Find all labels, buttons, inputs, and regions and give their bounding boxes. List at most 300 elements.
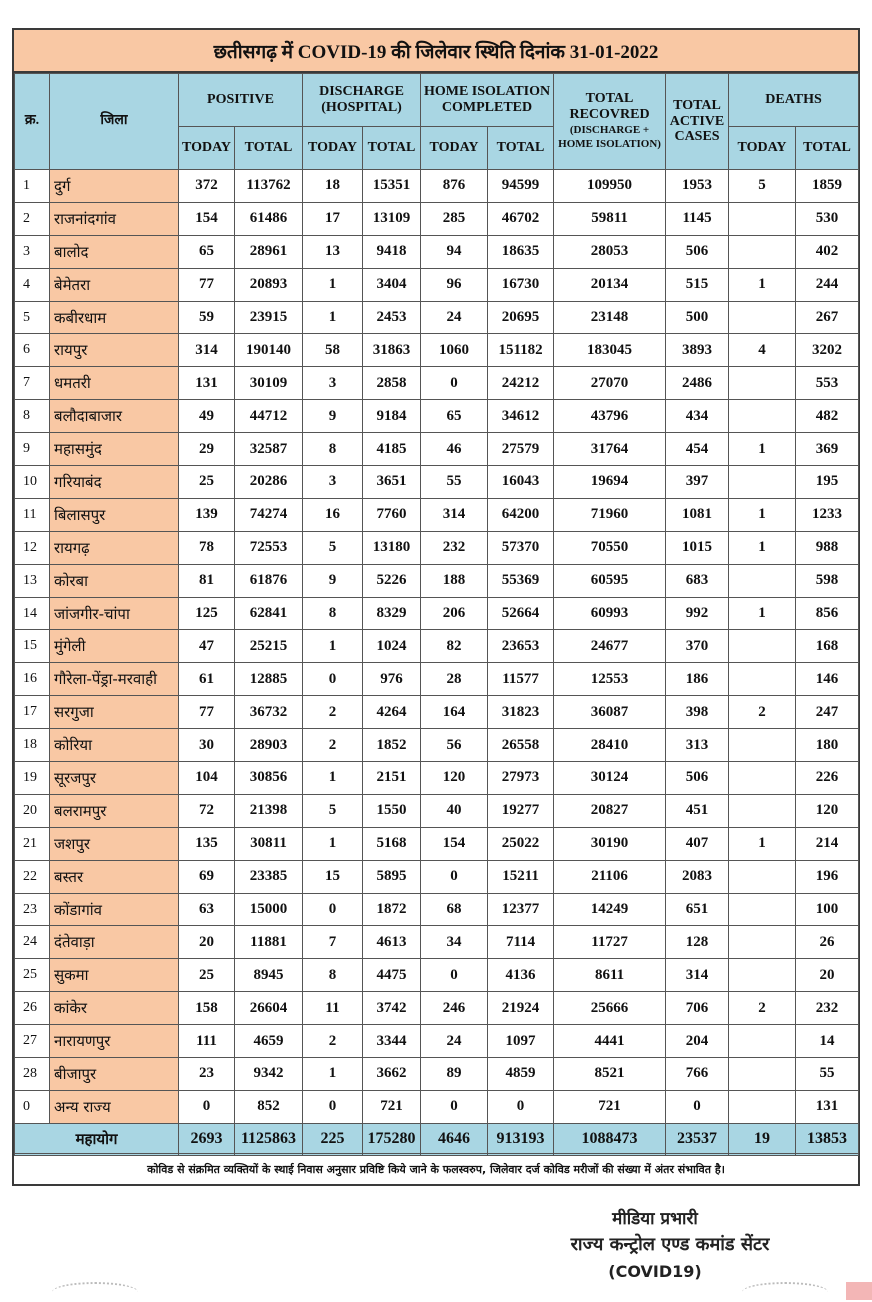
cell-total-recovered: 27070: [554, 367, 666, 400]
header-active-l1: TOTAL: [673, 98, 721, 114]
bulletin-title: छतीसगढ़ में COVID-19 की जिलेवार स्थिति दिनांक 31-01-2022: [14, 30, 858, 73]
cell-deaths-total: 20: [796, 959, 859, 992]
cell-discharge-today: 1: [303, 301, 363, 334]
cell-total-recovered: 109950: [554, 170, 666, 203]
cell-home-total: 26558: [488, 729, 554, 762]
table-row: [15, 1058, 859, 1091]
cell-deaths-today: 1: [729, 268, 796, 301]
cell-positive-today: 25: [179, 466, 235, 499]
cell-sno: 11: [15, 498, 50, 531]
cell-positive-total: 8945: [235, 959, 303, 992]
cell-positive-today: 25: [179, 959, 235, 992]
cell-total-recovered: 60993: [554, 597, 666, 630]
footnote: कोविड से संक्रमित व्यक्तियों के स्थाई निवास अनुसार प्रविष्टि किये जाने के फलस्वरुप, जिलेवार दर्ज कोविड मरीजों की संख्या में अंतर संभावित है।: [14, 1153, 858, 1184]
cell-total-recovered: 20827: [554, 794, 666, 827]
cell-positive-today: 61: [179, 663, 235, 696]
cell-active-cases: 766: [666, 1058, 729, 1091]
cell-discharge-today: 16: [303, 498, 363, 531]
cell-district: मुंगेली: [50, 630, 179, 663]
cell-home-today: 154: [421, 827, 488, 860]
cell-sno: 0: [15, 1090, 50, 1123]
cell-deaths-total: 247: [796, 696, 859, 729]
cell-home-total: 21924: [488, 992, 554, 1025]
cell-deaths-today: 1: [729, 827, 796, 860]
cell-discharge-total: 9418: [363, 235, 421, 268]
cell-total-recovered: 21106: [554, 860, 666, 893]
cell-sno: 2: [15, 202, 50, 235]
cell-active-cases: 407: [666, 827, 729, 860]
cell-deaths-today: [729, 926, 796, 959]
cell-deaths-total: 1859: [796, 170, 859, 203]
cell-active-cases: 706: [666, 992, 729, 1025]
cell-positive-total: 11881: [235, 926, 303, 959]
cell-active-cases: 1015: [666, 531, 729, 564]
cell-discharge-total: 8329: [363, 597, 421, 630]
cell-district: कोरबा: [50, 564, 179, 597]
table-row: [15, 202, 859, 235]
cell-positive-total: 15000: [235, 893, 303, 926]
cell-total-recovered: 19694: [554, 466, 666, 499]
table-row: [15, 630, 859, 663]
cell-sno: 22: [15, 860, 50, 893]
bulletin-sheet: [12, 28, 860, 1186]
cell-sno: 4: [15, 268, 50, 301]
cell-deaths-today: [729, 729, 796, 762]
cell-active-cases: 1081: [666, 498, 729, 531]
cell-district: सुकमा: [50, 959, 179, 992]
cell-positive-today: 72: [179, 794, 235, 827]
cell-deaths-today: [729, 1025, 796, 1058]
cell-discharge-total: 13180: [363, 531, 421, 564]
cell-deaths-today: [729, 301, 796, 334]
cell-positive-total: 190140: [235, 334, 303, 367]
cell-positive-total: 36732: [235, 696, 303, 729]
cell-home-total: 15211: [488, 860, 554, 893]
cell-sno: 12: [15, 531, 50, 564]
cell-district: बिलासपुर: [50, 498, 179, 531]
cell-deaths-today: [729, 630, 796, 663]
cell-sno: 19: [15, 762, 50, 795]
cell-active-cases: 398: [666, 696, 729, 729]
cell-discharge-total: 31863: [363, 334, 421, 367]
total-discharge-today: 225: [303, 1123, 363, 1155]
cell-district: कांकेर: [50, 992, 179, 1025]
cell-home-today: 94: [421, 235, 488, 268]
cell-district: दुर्ग: [50, 170, 179, 203]
cell-home-total: 27579: [488, 433, 554, 466]
header-active-cases: [666, 74, 729, 170]
cell-discharge-today: 2: [303, 1025, 363, 1058]
cell-active-cases: 186: [666, 663, 729, 696]
signature-line-2: राज्य कन्ट्रोल एण्ड कमांड सेंटर: [570, 1234, 770, 1255]
cell-sno: 6: [15, 334, 50, 367]
cell-active-cases: 515: [666, 268, 729, 301]
cell-district: कोरिया: [50, 729, 179, 762]
cell-deaths-today: [729, 202, 796, 235]
cell-home-today: 28: [421, 663, 488, 696]
table-row: [15, 334, 859, 367]
cell-deaths-total: 232: [796, 992, 859, 1025]
cell-deaths-today: [729, 367, 796, 400]
table-row: [15, 235, 859, 268]
header-district: जिला: [50, 74, 179, 170]
cell-home-today: 65: [421, 400, 488, 433]
cell-total-recovered: 31764: [554, 433, 666, 466]
cell-positive-today: 81: [179, 564, 235, 597]
district-status-table: [14, 73, 859, 1156]
cell-discharge-today: 0: [303, 893, 363, 926]
signature-line-3: (COVID19): [608, 1262, 702, 1281]
cell-sno: 28: [15, 1058, 50, 1091]
cell-positive-total: 20286: [235, 466, 303, 499]
cell-home-today: 55: [421, 466, 488, 499]
cell-discharge-today: 5: [303, 531, 363, 564]
cell-home-total: 55369: [488, 564, 554, 597]
cell-deaths-today: 2: [729, 696, 796, 729]
cell-sno: 7: [15, 367, 50, 400]
cell-sno: 5: [15, 301, 50, 334]
cell-deaths-total: 369: [796, 433, 859, 466]
cell-home-total: 12377: [488, 893, 554, 926]
cell-district: बालोद: [50, 235, 179, 268]
cell-positive-total: 21398: [235, 794, 303, 827]
cell-positive-today: 69: [179, 860, 235, 893]
cell-total-recovered: 20134: [554, 268, 666, 301]
header-discharge-total: TOTAL: [363, 127, 421, 170]
cell-total-recovered: 183045: [554, 334, 666, 367]
cell-discharge-today: 1: [303, 827, 363, 860]
cell-positive-today: 49: [179, 400, 235, 433]
cell-home-today: 876: [421, 170, 488, 203]
header-recovered-sub2: HOME ISOLATION): [558, 137, 661, 150]
corner-badge: [846, 1282, 872, 1300]
cell-discharge-total: 9184: [363, 400, 421, 433]
total-home-today: 4646: [421, 1123, 488, 1155]
cell-total-recovered: 60595: [554, 564, 666, 597]
cell-total-recovered: 11727: [554, 926, 666, 959]
cell-district: बलरामपुर: [50, 794, 179, 827]
cell-district: रायगढ़: [50, 531, 179, 564]
cell-positive-today: 139: [179, 498, 235, 531]
cell-sno: 14: [15, 597, 50, 630]
cell-sno: 10: [15, 466, 50, 499]
table-row: [15, 1090, 859, 1123]
stamp-mark-left: [52, 1282, 138, 1302]
totals-row: [15, 1123, 859, 1155]
cell-positive-total: 72553: [235, 531, 303, 564]
cell-home-today: 82: [421, 630, 488, 663]
cell-deaths-today: [729, 400, 796, 433]
cell-home-today: 96: [421, 268, 488, 301]
cell-positive-today: 20: [179, 926, 235, 959]
cell-district: जशपुर: [50, 827, 179, 860]
cell-positive-today: 111: [179, 1025, 235, 1058]
cell-home-today: 0: [421, 367, 488, 400]
cell-active-cases: 506: [666, 235, 729, 268]
cell-deaths-today: 5: [729, 170, 796, 203]
cell-home-today: 34: [421, 926, 488, 959]
cell-discharge-total: 1872: [363, 893, 421, 926]
cell-home-total: 20695: [488, 301, 554, 334]
cell-deaths-today: 4: [729, 334, 796, 367]
table-row: [15, 926, 859, 959]
cell-positive-total: 113762: [235, 170, 303, 203]
cell-total-recovered: 8611: [554, 959, 666, 992]
cell-home-today: 314: [421, 498, 488, 531]
cell-deaths-total: 553: [796, 367, 859, 400]
cell-total-recovered: 28053: [554, 235, 666, 268]
cell-district: गरियाबंद: [50, 466, 179, 499]
cell-total-recovered: 71960: [554, 498, 666, 531]
cell-active-cases: 451: [666, 794, 729, 827]
cell-home-today: 68: [421, 893, 488, 926]
cell-discharge-total: 4185: [363, 433, 421, 466]
cell-positive-today: 0: [179, 1090, 235, 1123]
cell-positive-total: 30856: [235, 762, 303, 795]
cell-deaths-total: 146: [796, 663, 859, 696]
table-row: [15, 860, 859, 893]
stamp-mark-right: [742, 1282, 828, 1302]
cell-deaths-total: 244: [796, 268, 859, 301]
cell-positive-today: 59: [179, 301, 235, 334]
cell-deaths-today: 2: [729, 992, 796, 1025]
cell-home-total: 24212: [488, 367, 554, 400]
table-row: [15, 597, 859, 630]
cell-home-today: 120: [421, 762, 488, 795]
table-row: [15, 729, 859, 762]
cell-total-recovered: 721: [554, 1090, 666, 1123]
cell-positive-total: 30109: [235, 367, 303, 400]
cell-positive-today: 131: [179, 367, 235, 400]
cell-home-total: 4136: [488, 959, 554, 992]
cell-positive-today: 135: [179, 827, 235, 860]
cell-sno: 21: [15, 827, 50, 860]
cell-home-total: 7114: [488, 926, 554, 959]
cell-district: दंतेवाड़ा: [50, 926, 179, 959]
cell-deaths-total: 120: [796, 794, 859, 827]
header-sno: क्र.: [15, 74, 50, 170]
cell-discharge-total: 1852: [363, 729, 421, 762]
cell-discharge-today: 0: [303, 663, 363, 696]
cell-discharge-total: 3651: [363, 466, 421, 499]
cell-home-today: 24: [421, 1025, 488, 1058]
cell-total-recovered: 36087: [554, 696, 666, 729]
cell-active-cases: 397: [666, 466, 729, 499]
cell-district: अन्य राज्य: [50, 1090, 179, 1123]
cell-discharge-total: 5168: [363, 827, 421, 860]
cell-deaths-total: 214: [796, 827, 859, 860]
cell-district: गौरेला-पेंड्रा-मरवाही: [50, 663, 179, 696]
table-row: [15, 433, 859, 466]
cell-district: सूरजपुर: [50, 762, 179, 795]
cell-discharge-total: 2453: [363, 301, 421, 334]
cell-positive-total: 23915: [235, 301, 303, 334]
cell-sno: 9: [15, 433, 50, 466]
header-recovered-l2: RECOVRED: [569, 106, 650, 122]
cell-district: महासमुंद: [50, 433, 179, 466]
cell-positive-total: 32587: [235, 433, 303, 466]
cell-active-cases: 313: [666, 729, 729, 762]
cell-active-cases: 1953: [666, 170, 729, 203]
cell-active-cases: 1145: [666, 202, 729, 235]
cell-positive-today: 125: [179, 597, 235, 630]
cell-deaths-total: 3202: [796, 334, 859, 367]
cell-deaths-today: [729, 663, 796, 696]
cell-discharge-total: 7760: [363, 498, 421, 531]
cell-deaths-today: 1: [729, 597, 796, 630]
totals-label: महायोग: [15, 1123, 179, 1155]
cell-district: राजनांदगांव: [50, 202, 179, 235]
cell-district: बस्तर: [50, 860, 179, 893]
cell-total-recovered: 24677: [554, 630, 666, 663]
cell-district: बीजापुर: [50, 1058, 179, 1091]
cell-discharge-total: 3662: [363, 1058, 421, 1091]
cell-positive-total: 28961: [235, 235, 303, 268]
cell-deaths-today: [729, 564, 796, 597]
header-discharge-l1: DISCHARGE: [319, 83, 404, 99]
cell-positive-today: 47: [179, 630, 235, 663]
cell-deaths-today: [729, 794, 796, 827]
cell-home-today: 46: [421, 433, 488, 466]
cell-positive-total: 28903: [235, 729, 303, 762]
cell-discharge-total: 4264: [363, 696, 421, 729]
cell-discharge-today: 11: [303, 992, 363, 1025]
header-home-today: TODAY: [421, 127, 488, 170]
cell-home-today: 164: [421, 696, 488, 729]
table-row: [15, 466, 859, 499]
cell-discharge-today: 13: [303, 235, 363, 268]
cell-positive-today: 314: [179, 334, 235, 367]
cell-home-today: 206: [421, 597, 488, 630]
cell-discharge-today: 17: [303, 202, 363, 235]
cell-discharge-today: 8: [303, 959, 363, 992]
table-row: [15, 400, 859, 433]
cell-positive-today: 65: [179, 235, 235, 268]
cell-deaths-today: [729, 893, 796, 926]
cell-home-today: 285: [421, 202, 488, 235]
signature-line-1: मीडिया प्रभारी: [612, 1209, 698, 1229]
cell-sno: 24: [15, 926, 50, 959]
cell-sno: 18: [15, 729, 50, 762]
cell-discharge-today: 5: [303, 794, 363, 827]
cell-discharge-total: 3742: [363, 992, 421, 1025]
cell-deaths-today: [729, 466, 796, 499]
cell-discharge-total: 4475: [363, 959, 421, 992]
cell-discharge-total: 2151: [363, 762, 421, 795]
cell-home-today: 40: [421, 794, 488, 827]
table-row: [15, 827, 859, 860]
cell-deaths-total: 530: [796, 202, 859, 235]
cell-deaths-total: 1233: [796, 498, 859, 531]
cell-deaths-total: 402: [796, 235, 859, 268]
cell-home-total: 31823: [488, 696, 554, 729]
total-home-total: 913193: [488, 1123, 554, 1155]
cell-discharge-today: 0: [303, 1090, 363, 1123]
cell-positive-total: 25215: [235, 630, 303, 663]
cell-home-total: 16730: [488, 268, 554, 301]
cell-district: बलौदाबाजार: [50, 400, 179, 433]
cell-active-cases: 434: [666, 400, 729, 433]
cell-positive-today: 63: [179, 893, 235, 926]
cell-home-total: 18635: [488, 235, 554, 268]
cell-district: धमतरी: [50, 367, 179, 400]
cell-deaths-total: 195: [796, 466, 859, 499]
cell-deaths-total: 131: [796, 1090, 859, 1123]
cell-deaths-today: 1: [729, 433, 796, 466]
cell-active-cases: 128: [666, 926, 729, 959]
cell-deaths-total: 55: [796, 1058, 859, 1091]
cell-home-today: 232: [421, 531, 488, 564]
cell-total-recovered: 4441: [554, 1025, 666, 1058]
total-positive-total: 1125863: [235, 1123, 303, 1155]
cell-deaths-total: 267: [796, 301, 859, 334]
header-positive-total: TOTAL: [235, 127, 303, 170]
cell-home-today: 0: [421, 1090, 488, 1123]
cell-active-cases: 506: [666, 762, 729, 795]
cell-discharge-today: 1: [303, 1058, 363, 1091]
table-row: [15, 663, 859, 696]
cell-deaths-today: [729, 959, 796, 992]
cell-discharge-today: 1: [303, 762, 363, 795]
total-active-cases: 23537: [666, 1123, 729, 1155]
header-recovered-l1: TOTAL: [585, 91, 634, 107]
cell-home-total: 23653: [488, 630, 554, 663]
cell-discharge-total: 1550: [363, 794, 421, 827]
cell-positive-today: 77: [179, 268, 235, 301]
cell-total-recovered: 59811: [554, 202, 666, 235]
cell-discharge-today: 2: [303, 696, 363, 729]
table-row: [15, 268, 859, 301]
cell-active-cases: 500: [666, 301, 729, 334]
cell-positive-today: 158: [179, 992, 235, 1025]
table-row: [15, 992, 859, 1025]
cell-sno: 1: [15, 170, 50, 203]
header-total-recovered: [554, 74, 666, 170]
cell-discharge-total: 3404: [363, 268, 421, 301]
cell-deaths-today: 1: [729, 498, 796, 531]
cell-deaths-total: 598: [796, 564, 859, 597]
cell-positive-total: 852: [235, 1090, 303, 1123]
cell-active-cases: 0: [666, 1090, 729, 1123]
table-row: [15, 498, 859, 531]
cell-discharge-today: 7: [303, 926, 363, 959]
cell-positive-today: 77: [179, 696, 235, 729]
cell-district: कोंडागांव: [50, 893, 179, 926]
cell-discharge-total: 5895: [363, 860, 421, 893]
cell-discharge-total: 4613: [363, 926, 421, 959]
cell-positive-total: 9342: [235, 1058, 303, 1091]
table-row: [15, 893, 859, 926]
cell-active-cases: 2486: [666, 367, 729, 400]
cell-home-total: 1097: [488, 1025, 554, 1058]
cell-district: कबीरधाम: [50, 301, 179, 334]
table-row: [15, 959, 859, 992]
table-body: [15, 170, 859, 1156]
cell-discharge-today: 15: [303, 860, 363, 893]
cell-positive-total: 44712: [235, 400, 303, 433]
cell-deaths-total: 226: [796, 762, 859, 795]
cell-positive-total: 30811: [235, 827, 303, 860]
cell-positive-total: 62841: [235, 597, 303, 630]
header-active-l3: CASES: [674, 129, 720, 145]
cell-home-total: 19277: [488, 794, 554, 827]
cell-home-total: 11577: [488, 663, 554, 696]
cell-home-total: 16043: [488, 466, 554, 499]
table-row: [15, 1025, 859, 1058]
table-row: [15, 762, 859, 795]
cell-active-cases: 370: [666, 630, 729, 663]
cell-positive-total: 20893: [235, 268, 303, 301]
